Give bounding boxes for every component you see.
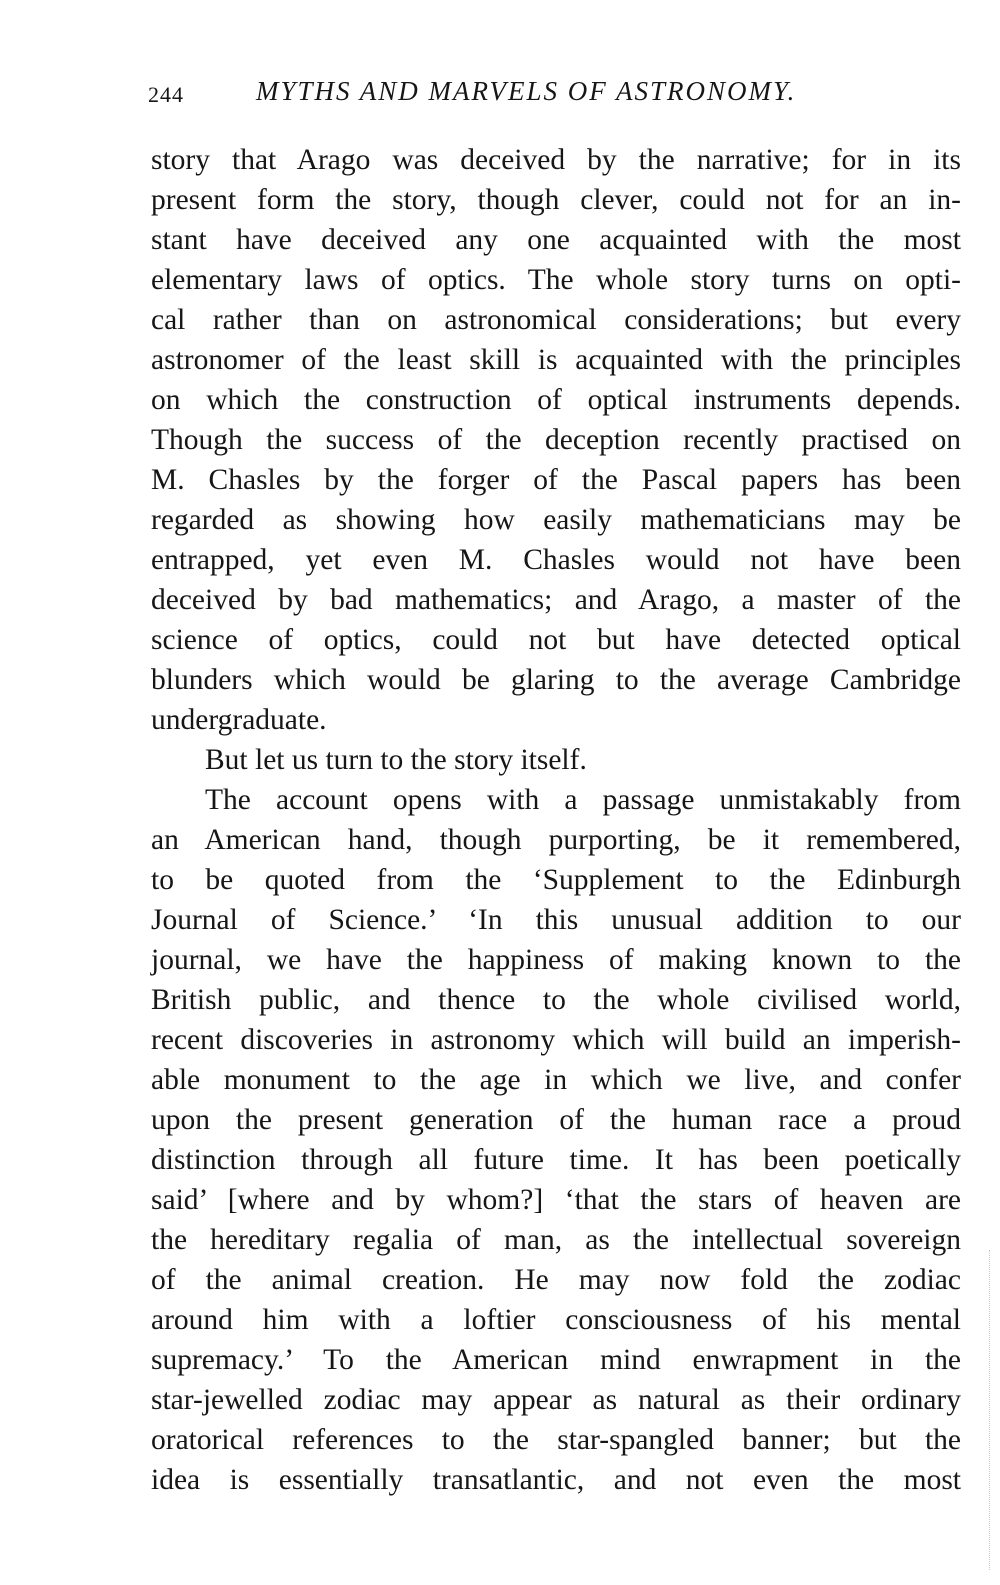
page-number: 244 <box>148 82 184 107</box>
text-line: elementary laws of optics. The whole story turns on opti- <box>151 264 961 296</box>
text-line: upon the present generation of the human race a proud <box>151 1104 961 1136</box>
text-line: an American hand, though purporting, be it remembered, <box>151 824 961 856</box>
text-line: M. Chasles by the forger of the Pascal papers has been <box>151 464 961 496</box>
text-line: astronomer of the least skill is acquainted with the principles <box>151 344 961 376</box>
text-line: Though the success of the deception recently practised on <box>151 424 961 456</box>
text-line: British public, and thence to the whole civilised world, <box>151 984 961 1016</box>
text-line: undergraduate. <box>151 704 327 736</box>
text-line: distinction through all future time. It has been poetically <box>151 1144 961 1176</box>
paragraph-first-line: The account opens with a passage unmistakably from <box>205 784 961 816</box>
running-title: MYTHS AND MARVELS OF ASTRONOMY. <box>256 76 797 106</box>
text-line: present form the story, though clever, could not for an in- <box>151 184 961 216</box>
text-line: blunders which would be glaring to the average Cambridge <box>151 664 961 696</box>
text-line: stant have deceived any one acquainted with the most <box>151 224 961 256</box>
text-line: cal rather than on astronomical considerations; but every <box>151 304 961 336</box>
text-line: said’ [where and by whom?] ‘that the stars of heaven are <box>151 1184 961 1216</box>
text-line: of the animal creation. He may now fold the zodiac <box>151 1264 961 1296</box>
text-line: the hereditary regalia of man, as the intellectual sovereign <box>151 1224 961 1256</box>
text-line: recent discoveries in astronomy which will build an imperish- <box>151 1024 961 1056</box>
text-line: entrapped, yet even M. Chasles would not have been <box>151 544 961 576</box>
text-line: deceived by bad mathematics; and Arago, a master of the <box>151 584 961 616</box>
paragraph-first-line: But let us turn to the story itself. <box>205 744 587 776</box>
text-line: story that Arago was deceived by the narrative; for in its <box>151 144 961 176</box>
text-line: oratorical references to the star-spangled banner; but the <box>151 1424 961 1456</box>
text-line: around him with a loftier consciousness of his mental <box>151 1304 961 1336</box>
text-line: journal, we have the happiness of making known to the <box>151 944 961 976</box>
text-line: idea is essentially transatlantic, and not even the most <box>151 1464 961 1496</box>
running-head <box>148 76 968 116</box>
text-line: on which the construction of optical instruments depends. <box>151 384 961 416</box>
text-line: supremacy.’ To the American mind enwrapment in the <box>151 1344 961 1376</box>
text-line: Journal of Science.’ ‘In this unusual addition to our <box>151 904 961 936</box>
body-text <box>151 140 961 1500</box>
text-line: science of optics, could not but have detected optical <box>151 624 961 656</box>
text-line: to be quoted from the ‘Supplement to the Edinburgh <box>151 864 961 896</box>
page-edge-marks <box>989 1250 994 1570</box>
text-line: able monument to the age in which we live, and confer <box>151 1064 961 1096</box>
text-line: regarded as showing how easily mathematicians may be <box>151 504 961 536</box>
text-line: star-jewelled zodiac may appear as natural as their ordinary <box>151 1384 961 1416</box>
